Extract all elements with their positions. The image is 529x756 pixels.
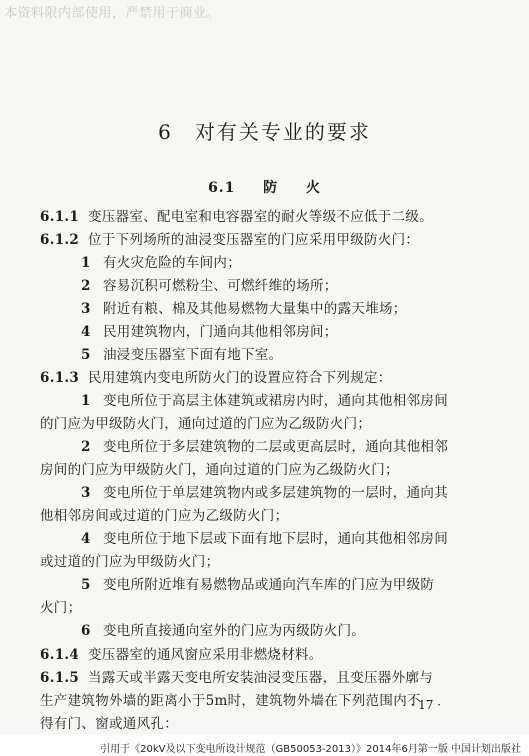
clause-line [40, 205, 433, 225]
clause-text: 容易沉积可燃粉尘、可燃纤维的场所； [103, 278, 338, 294]
clause-text: 房间的门应为甲级防火门，通向过道的门应为乙级防火门； [40, 462, 399, 478]
clause-line [81, 251, 241, 271]
clause-text: 变电所位于高层主体建筑或裙房内时，通向其他相邻房间 [103, 393, 448, 409]
clause-line [81, 435, 448, 455]
continuation-line [40, 596, 81, 616]
continuation-line [40, 689, 421, 709]
section-title-part-b: 火 [305, 180, 321, 196]
watermark-text: 本资料限内部使用，严禁用于商业。 [4, 6, 221, 21]
clause-number: 3 [81, 301, 91, 317]
clause-text: 变电所位于多层建筑物的二层或更高层时，通向其他相邻 [103, 439, 448, 455]
page-number: · 17 · [410, 698, 441, 712]
clause-text: 他相邻房间或过道的门应为乙级防火门； [40, 508, 289, 524]
continuation-line [40, 412, 371, 432]
clause-text: 变压器室、配电室和电容器室的耐火等级不应低于二级。 [88, 209, 433, 225]
clause-text: 或过道的门应为甲级防火门； [40, 554, 220, 570]
clause-number: 1 [81, 393, 91, 409]
clause-text: 火门； [40, 600, 82, 616]
clause-line [81, 527, 448, 547]
clause-number: 6.1.1 [40, 209, 80, 225]
clause-number: 5 [81, 347, 91, 363]
continuation-line [40, 458, 399, 478]
clause-number: 6 [81, 623, 91, 639]
clause-line [81, 389, 448, 409]
citation-footer [0, 734, 529, 756]
section-title-part-a: 防 [263, 180, 279, 196]
clause-number: 2 [81, 439, 91, 455]
clause-text: 民用建筑物内，门通向其他相邻房间； [103, 324, 338, 340]
clause-line [81, 343, 282, 363]
continuation-line [40, 550, 219, 570]
clause-text: 得有门、窗或通风孔： [40, 716, 178, 732]
citation-text: 引用于《20kV及以下变电所设计规范（GB50053-2013）》2014年6月第一版 中国计划出版社 [100, 744, 521, 755]
clause-text: 有火灾危险的车间内； [103, 255, 241, 271]
clause-line [40, 228, 419, 248]
clause-line [40, 643, 323, 663]
clause-line [40, 666, 433, 686]
clause-line [81, 573, 434, 593]
continuation-line [40, 504, 288, 524]
clause-text: 位于下列场所的油浸变压器室的门应采用甲级防火门： [88, 232, 420, 248]
clause-line [81, 481, 448, 501]
clause-text: 当露天或半露天变电所安装油浸变压器，且变压器外廓与 [88, 670, 433, 686]
clause-number: 2 [81, 278, 91, 294]
clause-number: 6.1.3 [40, 370, 80, 386]
clause-text: 民用建筑内变电所防火门的设置应符合下列规定： [88, 370, 392, 386]
section-number: 6.1 [208, 180, 236, 196]
clause-text: 附近有粮、棉及其他易燃物大量集中的露天堆场； [103, 301, 407, 317]
clause-number: 1 [81, 255, 91, 271]
clause-text: 变压器室的通风窗应采用非燃烧材料。 [88, 647, 323, 663]
clause-text: 油浸变压器室下面有地下室。 [103, 347, 283, 363]
clause-number: 4 [81, 531, 91, 547]
clause-text: 变电所直接通向室外的门应为丙级防火门。 [103, 623, 366, 639]
section-heading [0, 177, 529, 197]
clause-line [81, 297, 407, 317]
clause-text: 变电所位于地下层或下面有地下层时，通向其他相邻房间 [103, 531, 448, 547]
clause-number: 6.1.2 [40, 232, 80, 248]
clause-line [40, 366, 392, 386]
chapter-title: 6 对有关专业的要求 [158, 120, 371, 144]
clause-number: 6.1.4 [40, 647, 80, 663]
continuation-line [40, 712, 178, 732]
clause-text: 变电所位于单层建筑物内或多层建筑物的一层时，通向其 [103, 485, 448, 501]
clause-number: 5 [81, 577, 91, 593]
clause-line [81, 320, 338, 340]
clause-text: 变电所附近堆有易燃物品或通向汽车库的门应为甲级防 [103, 577, 435, 593]
clause-text: 生产建筑物外墙的距离小于5m时，建筑物外墙在下列范围内不 [40, 693, 421, 709]
clause-text: 的门应为甲级防火门，通向过道的门应为乙级防火门； [40, 416, 372, 432]
clause-number: 4 [81, 324, 91, 340]
clause-number: 6.1.5 [40, 670, 80, 686]
clause-line [81, 274, 338, 294]
clause-line [81, 619, 365, 639]
clause-number: 3 [81, 485, 91, 501]
